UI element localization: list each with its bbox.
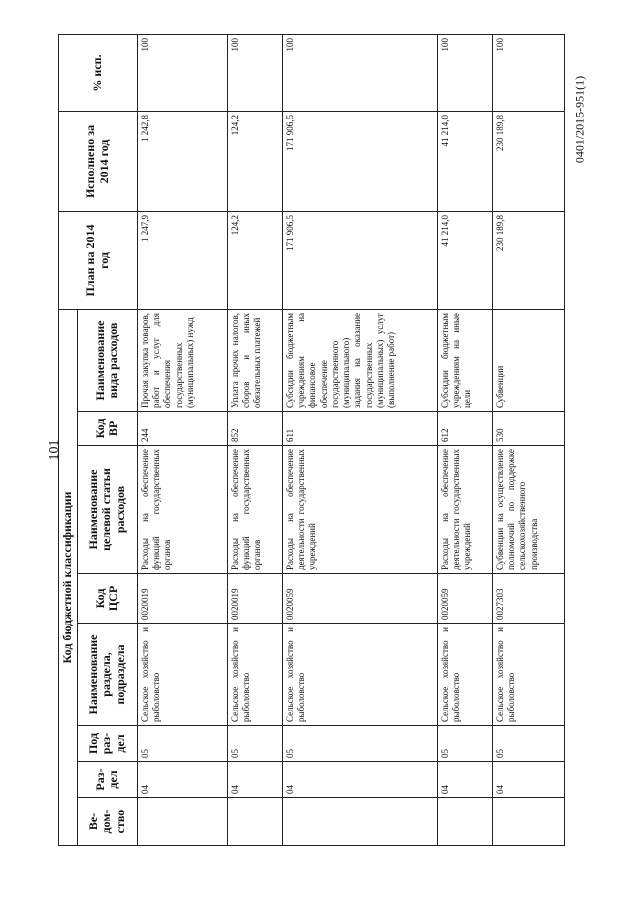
cell-vedomstvo [227,798,282,846]
header-percent: % исп. [59,34,138,111]
cell-razdel: 04 [282,762,437,798]
cell-csr: 0020059 [437,574,492,624]
header-csr-name: Наименование целевой статьи расходов [77,446,137,574]
table-row [137,34,227,845]
cell-vr-name: Субсидии бюджетным учреждениям на финансовое обеспечение государственного (муниципального) задания на оказание государственных (муниципальных) услуг (выполнение работ) [282,309,437,411]
group-header: Код бюджетной классификации [59,309,78,845]
header-vr-name: Наименование вида расходов [77,309,137,411]
cell-csr: 0020019 [137,574,227,624]
cell-razdel-name: Сельское хозяйство и рыболовство [437,624,492,726]
cell-vr-name: Субвенции [492,309,564,411]
header-vedomstvo: Ве-дом-ство [77,798,137,846]
header-razdel: Раз-дел [77,762,137,798]
cell-csr: 0027303 [492,574,564,624]
cell-vr-name: Уплата прочих налогов, сборов и иных обязательных платежей [227,309,282,411]
cell-csr-name: Расходы на обеспечение деятельности государственных учреждений [437,446,492,574]
cell-fact: 171 906,5 [282,111,437,211]
cell-csr-name: Субвенции на осуществление полномочий по поддержке сельскохозяйственного производства [492,446,564,574]
cell-percent: 100 [137,34,227,111]
header-vr: Код ВР [77,412,137,446]
cell-vr: 612 [437,412,492,446]
cell-percent: 100 [282,34,437,111]
cell-razdel: 04 [437,762,492,798]
cell-fact: 124,2 [227,111,282,211]
cell-percent: 100 [227,34,282,111]
header-razdel-name: Наименование раздела, подраздела [77,624,137,726]
cell-vedomstvo [492,798,564,846]
cell-fact: 230 189,8 [492,111,564,211]
table-row [282,34,437,845]
cell-plan: 171 906,5 [282,211,437,309]
header-podrazdel: Под раз-дел [77,726,137,762]
cell-vr: 530 [492,412,564,446]
cell-podrazdel: 05 [282,726,437,762]
cell-podrazdel: 05 [137,726,227,762]
cell-podrazdel: 05 [227,726,282,762]
page-number: 101 [47,439,62,461]
cell-razdel: 04 [227,762,282,798]
table-row [437,34,492,845]
cell-csr: 0020059 [282,574,437,624]
cell-vr: 852 [227,412,282,446]
budget-table [58,34,565,846]
cell-csr-name: Расходы на обеспечение функций государственных органов [137,446,227,574]
cell-plan: 41 214,0 [437,211,492,309]
cell-csr: 0020019 [227,574,282,624]
cell-razdel-name: Сельское хозяйство и рыболовство [137,624,227,726]
cell-csr-name: Расходы на обеспечение функций государственных органов [227,446,282,574]
header-plan: План на 2014 год [59,211,138,309]
header-csr: Код ЦСР [77,574,137,624]
cell-plan: 1 247,9 [137,211,227,309]
rotated-table-wrapper [58,35,563,846]
cell-percent: 100 [437,34,492,111]
cell-razdel-name: Сельское хозяйство и рыболовство [227,624,282,726]
cell-podrazdel: 05 [492,726,564,762]
cell-razdel-name: Сельское хозяйство и рыболовство [492,624,564,726]
cell-vr: 244 [137,412,227,446]
cell-razdel: 04 [137,762,227,798]
document-code: 0401/2015-951(1) [572,75,587,164]
cell-razdel: 04 [492,762,564,798]
cell-vr: 611 [282,412,437,446]
cell-razdel-name: Сельское хозяйство и рыболовство [282,624,437,726]
header-fact: Исполнено за 2014 год [59,111,138,211]
cell-vedomstvo [282,798,437,846]
cell-vr-name: Прочая закупка товаров, работ и услуг для обеспечения государственных (муниципальных) нужд [137,309,227,411]
budget-table-area [58,35,563,846]
table-row [492,34,564,845]
cell-plan: 124,2 [227,211,282,309]
cell-vr-name: Субсидии бюджетным учреждениям на иные цели [437,309,492,411]
cell-percent: 100 [492,34,564,111]
cell-fact: 1 242,8 [137,111,227,211]
cell-plan: 230 189,8 [492,211,564,309]
table-row [227,34,282,845]
cell-podrazdel: 05 [437,726,492,762]
cell-fact: 41 214,0 [437,111,492,211]
cell-csr-name: Расходы на обеспечение деятельности государственных учреждений [282,446,437,574]
cell-vedomstvo [437,798,492,846]
cell-vedomstvo [137,798,227,846]
